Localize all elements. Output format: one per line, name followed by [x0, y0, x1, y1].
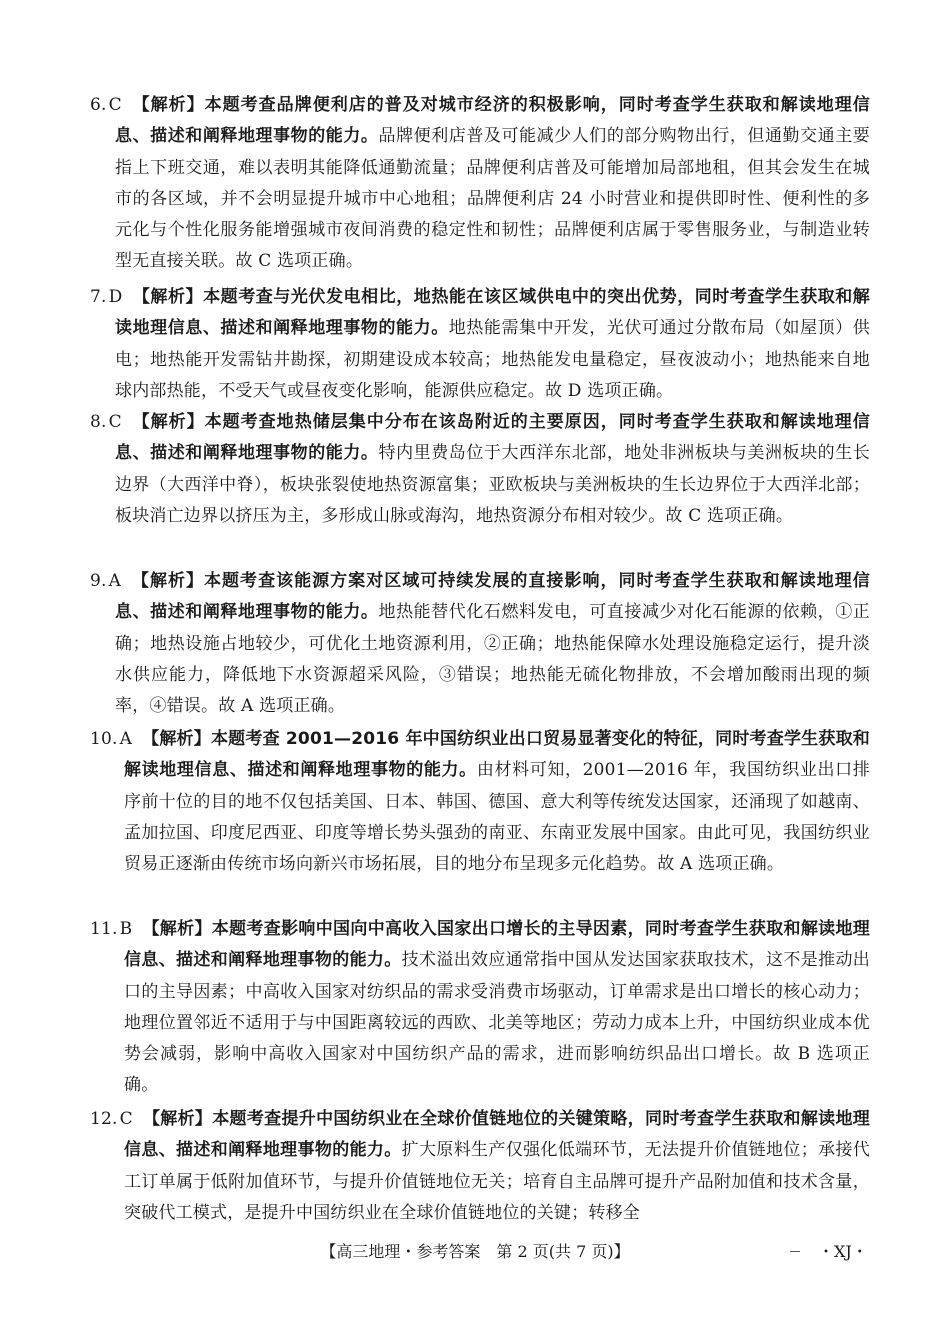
question-number: 7.: [90, 287, 107, 307]
analysis-tag: 【解析】: [131, 95, 205, 115]
analysis-body: 技术溢出效应通常指中国从发达国家获取技术，这不是推动出口的主导因素；中高收入国家对纺织品的需求受消费市场驱动，订单需求是出口增长的核心动力；地理位置邻近不适用于与中国距离较远的西欧、北美等地区；劳动力成本上升，中国纺织业成本优势会减弱，影响中高收入国家对中国纺织产品的需求，进而影响纺织品出口增长。故 B 选项正确。: [124, 950, 870, 1096]
answer-letter: A: [119, 729, 133, 749]
analysis-lead: 本题考查提升中国纺织业在全球价值链地位的关键策略，同时考查学生获取和解读地理信息、描述和阐释地理事物的能力。: [124, 1109, 870, 1161]
question-number: 12.: [90, 1109, 118, 1129]
question-11-text: [90, 914, 870, 1102]
question-11: [90, 914, 870, 1102]
question-number: 8.: [90, 412, 107, 432]
analysis-lead: 本题考查影响中国向中高收入国家出口增长的主导因素，同时考查学生获取和解读地理信息、描述和阐释地理事物的能力。: [124, 919, 870, 971]
analysis-tag: 【解析】: [142, 729, 211, 749]
analysis-body: 扩大原料生产仅强化低端环节，无法提升价值链地位；承接代工订单属于低附加值环节，与提升价值链地位无关；培育自主品牌可提升产品附加值和技术含量，突破代工模式，是提升中国纺织业在全球价值链地位的关键；转移全: [124, 1140, 870, 1223]
analysis-body: 由材料可知，2001—2016 年，我国纺织业出口排序前十位的目的地不仅包括美国、日本、韩国、德国、意大利等传统发达国家，还涌现了如越南、孟加拉国、印度尼西亚、印度等增长势头强劲的南亚、东南亚发展中国家。由此可见，我国纺织业贸易正逐渐由传统市场向新兴市场拓展，目的地分布呈现多元化趋势。故 A 选项正确。: [124, 760, 870, 875]
question-7: [90, 282, 870, 407]
question-8: [90, 407, 870, 532]
analysis-tag: 【解析】: [142, 1109, 213, 1129]
question-12: [90, 1104, 870, 1229]
analysis-tag: 【解析】: [131, 571, 205, 591]
question-7-text: [90, 282, 870, 407]
answer-letter: C: [108, 95, 122, 115]
analysis-lead: 本题考查 2001—2016 年中国纺织业出口贸易显著变化的特征，同时考查学生获取和解读地理信息、描述和阐释地理事物的能力。: [124, 729, 870, 781]
analysis-body: 品牌便利店普及可能减少人们的部分购物出行，但通勤交通主要指上下班交通，难以表明其能降低通勤流量；品牌便利店普及可能增加局部地租，但其会发生在城市的各区域，并不会明显提升城市中心地租；品牌便利店 24 小时营业和提供即时性、便利性的多元化与个性化服务能增强城市夜间消费的稳定性和韧性；品牌便利店属于零售服务业，与制造业转型无直接关联。故 C 选项正确。: [115, 126, 870, 272]
question-10-text: [90, 724, 870, 880]
analysis-lead: 本题考查地热储层集中分布在该岛附近的主要原因，同时考查学生获取和解读地理信息、描述和阐释地理事物的能力。: [115, 412, 870, 464]
analysis-lead: 本题考查与光伏发电相比，地热能在该区域供电中的突出优势，同时考查学生获取和解读地理信息、描述和阐释地理事物的能力。: [115, 287, 870, 339]
footer-divider: [790, 1251, 800, 1252]
question-number: 11.: [90, 919, 118, 939]
question-12-text: [90, 1104, 870, 1229]
analysis-body: 特内里费岛位于大西洋东北部，地处非洲板块与美洲板块的生长边界（大西洋中脊），板块张裂使地热资源富集；亚欧板块与美洲板块的生长边界位于大西洋北部；板块消亡边界以挤压为主，多形成山脉或海沟，地热资源分布相对较少。故 C 选项正确。: [115, 443, 870, 526]
analysis-tag: 【解析】: [132, 287, 204, 307]
page-footer: 【高三地理・参考答案 第 2 页(共 7 页)】: [320, 1242, 630, 1261]
analysis-body: 地热能替代化石燃料发电，可直接减少对化石能源的依赖，①正确；地热设施占地较少，可优化土地资源利用，②正确；地热能保障水处理设施稳定运行，提升淡水供应能力，降低地下水资源超采风险，③错误；地热能无硫化物排放，不会增加酸雨出现的频率，④错误。故 A 选项正确。: [115, 602, 870, 717]
question-number: 9.: [90, 571, 107, 591]
analysis-body: 地热能需集中开发，光伏可通过分散布局（如屋顶）供电；地热能开发需钻井勘探，初期建设成本较高；地热能发电量稳定，昼夜波动小；地热能来自地球内部热能，不受天气或昼夜变化影响，能源供应稳定。故 D 选项正确。: [115, 318, 870, 401]
question-number: 10.: [90, 729, 118, 749]
answer-letter: D: [108, 287, 123, 307]
analysis-tag: 【解析】: [142, 919, 212, 939]
question-9-text: [90, 566, 870, 722]
analysis-lead: 本题考查该能源方案对区域可持续发展的直接影响，同时考查学生获取和解读地理信息、描述和阐释地理事物的能力。: [115, 571, 870, 623]
analysis-tag: 【解析】: [131, 412, 205, 432]
question-8-text: [90, 407, 870, 532]
question-number: 6.: [90, 95, 107, 115]
footer-code: ・XJ・: [818, 1242, 868, 1261]
question-9: [90, 566, 870, 722]
answer-letter: A: [108, 571, 122, 591]
question-6-text: [90, 90, 870, 278]
question-6: [90, 90, 870, 278]
analysis-lead: 本题考查品牌便利店的普及对城市经济的积极影响，同时考查学生获取和解读地理信息、描述和阐释地理事物的能力。: [115, 95, 870, 147]
answer-letter: C: [108, 412, 122, 432]
question-10: [90, 724, 870, 880]
answer-letter: B: [119, 919, 133, 939]
answer-letter: C: [119, 1109, 133, 1129]
